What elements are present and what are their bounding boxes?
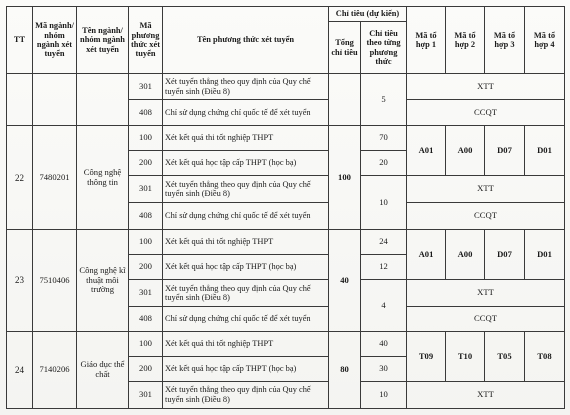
table-row bbox=[7, 331, 565, 356]
combo-code: D01 bbox=[525, 126, 565, 176]
header-major-code: Mã ngành/ nhóm ngành xét tuyển bbox=[33, 7, 77, 74]
major-code: 7140206 bbox=[33, 331, 77, 408]
quota-total: 40 bbox=[329, 230, 361, 332]
header-quota-total: Tổng chỉ tiêu bbox=[329, 22, 361, 74]
method-quota: 10 bbox=[361, 175, 407, 229]
method-name: Xét kết quả thi tốt nghiệp THPT bbox=[163, 230, 329, 255]
method-quota: 30 bbox=[361, 356, 407, 381]
header-combo-4: Mã tổ hợp 4 bbox=[525, 7, 565, 74]
method-code: 408 bbox=[129, 100, 163, 126]
table-row bbox=[7, 74, 565, 100]
header-row-1 bbox=[7, 7, 565, 22]
method-code: 100 bbox=[129, 331, 163, 356]
method-name: Xét tuyển thẳng theo quy định của Quy chế tuyển sinh (Điều 8) bbox=[163, 74, 329, 100]
merged-combo: XTT bbox=[407, 175, 565, 202]
header-combo-1: Mã tổ hợp 1 bbox=[407, 7, 446, 74]
method-quota: 5 bbox=[361, 74, 407, 126]
header-method-code: Mã phương thức xét tuyển bbox=[129, 7, 163, 74]
quota-total: 100 bbox=[329, 126, 361, 230]
combo-code: T10 bbox=[446, 331, 485, 381]
method-code: 301 bbox=[129, 279, 163, 306]
empty-cell bbox=[77, 74, 129, 126]
admission-table bbox=[6, 6, 565, 409]
method-code: 301 bbox=[129, 381, 163, 408]
table-row bbox=[7, 230, 565, 255]
header-combo-3: Mã tổ hợp 3 bbox=[485, 7, 525, 74]
header-quota-group: Chỉ tiêu (dự kiến) bbox=[329, 7, 407, 22]
method-code: 408 bbox=[129, 203, 163, 230]
method-name: Xét tuyển thẳng theo quy định của Quy chế tuyển sinh (Điều 8) bbox=[163, 175, 329, 202]
row-number: 23 bbox=[7, 230, 33, 332]
method-name: Xét kết quả thi tốt nghiệp THPT bbox=[163, 126, 329, 151]
empty-cell bbox=[329, 74, 361, 126]
empty-cell bbox=[7, 74, 33, 126]
row-number: 24 bbox=[7, 331, 33, 408]
major-name: Giáo dục thể chất bbox=[77, 331, 129, 408]
method-quota: 20 bbox=[361, 151, 407, 176]
combo-code: T09 bbox=[407, 331, 446, 381]
major-code: 7510406 bbox=[33, 230, 77, 332]
method-quota: 70 bbox=[361, 126, 407, 151]
method-quota: 10 bbox=[361, 381, 407, 408]
combo-code: D01 bbox=[525, 230, 565, 280]
method-quota: 12 bbox=[361, 255, 407, 280]
method-name: Xét kết quả thi tốt nghiệp THPT bbox=[163, 331, 329, 356]
method-code: 100 bbox=[129, 230, 163, 255]
method-name: Chỉ sử dụng chứng chỉ quốc tế để xét tuyển bbox=[163, 307, 329, 332]
method-code: 100 bbox=[129, 126, 163, 151]
method-code: 200 bbox=[129, 255, 163, 280]
method-code: 408 bbox=[129, 307, 163, 332]
merged-combo: XTT bbox=[407, 381, 565, 408]
combo-code: D07 bbox=[485, 230, 525, 280]
method-name: Chỉ sử dụng chứng chỉ quốc tế để xét tuyển bbox=[163, 100, 329, 126]
method-name: Xét tuyển thẳng theo quy định của Quy chế tuyển sinh (Điều 8) bbox=[163, 279, 329, 306]
combo-code: A01 bbox=[407, 126, 446, 176]
method-name: Xét kết quả học tập cấp THPT (học bạ) bbox=[163, 255, 329, 280]
combo-code: A00 bbox=[446, 126, 485, 176]
method-name: Xét kết quả học tập cấp THPT (học bạ) bbox=[163, 356, 329, 381]
major-name: Công nghệ thông tin bbox=[77, 126, 129, 230]
method-code: 301 bbox=[129, 175, 163, 202]
method-code: 200 bbox=[129, 356, 163, 381]
combo-code: A00 bbox=[446, 230, 485, 280]
method-code: 301 bbox=[129, 74, 163, 100]
method-name: Xét kết quả học tập cấp THPT (học bạ) bbox=[163, 151, 329, 176]
method-name: Xét tuyển thẳng theo quy định của Quy chế tuyển sinh (Điều 8) bbox=[163, 381, 329, 408]
quota-total: 80 bbox=[329, 331, 361, 408]
combo-code: D07 bbox=[485, 126, 525, 176]
merged-combo: XTT bbox=[407, 74, 565, 100]
table-row bbox=[7, 126, 565, 151]
merged-combo: CCQT bbox=[407, 100, 565, 126]
combo-code: A01 bbox=[407, 230, 446, 280]
header-tt: TT bbox=[7, 7, 33, 74]
empty-cell bbox=[33, 74, 77, 126]
merged-combo: CCQT bbox=[407, 307, 565, 332]
header-method-name: Tên phương thức xét tuyển bbox=[163, 7, 329, 74]
method-code: 200 bbox=[129, 151, 163, 176]
header-major-name: Tên ngành/ nhóm ngành xét tuyển bbox=[77, 7, 129, 74]
major-code: 7480201 bbox=[33, 126, 77, 230]
method-name: Chỉ sử dụng chứng chỉ quốc tế để xét tuyển bbox=[163, 203, 329, 230]
header-combo-2: Mã tổ hợp 2 bbox=[446, 7, 485, 74]
major-name: Công nghệ kĩ thuật môi trường bbox=[77, 230, 129, 332]
combo-code: T05 bbox=[485, 331, 525, 381]
method-quota: 40 bbox=[361, 331, 407, 356]
method-quota: 24 bbox=[361, 230, 407, 255]
combo-code: T08 bbox=[525, 331, 565, 381]
merged-combo: CCQT bbox=[407, 203, 565, 230]
row-number: 22 bbox=[7, 126, 33, 230]
header-quota-method: Chỉ tiêu theo từng phương thức bbox=[361, 22, 407, 74]
merged-combo: XTT bbox=[407, 279, 565, 306]
method-quota: 4 bbox=[361, 279, 407, 331]
